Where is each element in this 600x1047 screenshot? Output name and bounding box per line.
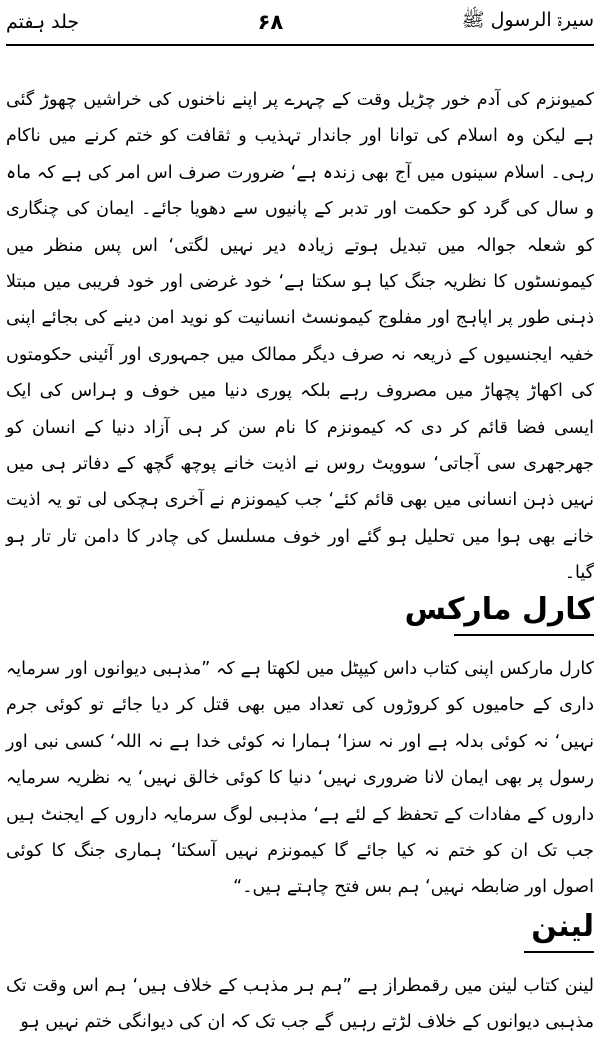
volume-label: جلد ہفتم	[6, 11, 80, 33]
paragraph-communism: کمیونزم کی آدم خور چڑیل وقت کے چہرے پر اپنے ناخنوں کی خراشیں چھوڑ گئی ہے لیکن وہ اسلام کی توانا اور جاندار تہذیب و ثقافت کو ختم کرنے میں ناکام رہی۔ اسلام سینوں میں آج بھی زندہ ہے‘ ضرورت صرف اس امر کی ہے کہ ماہ و سال کی گرد کو حکمت اور تدبر کے پانیوں سے دھویا جائے۔ ایمان کی چنگاری کو شعلہ جوالہ میں تبدیل ہوتے زیادہ دیر نہیں لگتی‘ اس پس منظر میں کیمونسٹوں کا نظریہ جنگ کیا ہو سکتا ہے‘ خود غرضی اور خود فریبی میں مبتلا ذہنی طور پر اپاہج اور مفلوج کیمونسٹ انسانیت کو نوید امن دینے کی بجائے اپنی خفیہ ایجنسیوں کے ذریعہ نہ صرف دیگر ممالک میں جمہوری اور آئینی حکومتوں کی اکھاڑ پچھاڑ میں مصروف رہے بلکہ پوری دنیا میں خوف و ہراس کی ایک ایسی فضا قائم کر دی کہ کیمونزم کا نام سن کر ہی آزاد دنیا کے انسان کو جھرجھری سی آجاتی‘ سوویٹ روس نے اذیت خانے پوچھ گچھ کے دفاتر ہی میں نہیں ذہن انسانی میں بھی قائم کئے‘ جب کیمونزم نے آخری ہچکی لی تو یہ اذیت خانے بھی ہوا میں تحلیل ہو گئے اور خوف مسلسل کی چادر کا دامن تار تار ہو گیا۔	[6, 90, 594, 584]
page-header	[6, 0, 594, 44]
paragraph-lenin: لینن کتاب لینن میں رقمطراز ہے ”ہم ہر مذہب کے خلاف ہیں‘ ہم اس وقت تک مذہبی دیوانوں کے خلاف لڑتے رہیں گے جب تک کہ ان کی دیوانگی ختم نہیں ہو	[6, 976, 594, 1033]
heading-karl-marx: کارل مارکس	[404, 592, 594, 627]
book-title: سیرۃ الرسول ﷺ	[461, 9, 594, 31]
heading-lenin: لینن	[531, 909, 594, 944]
paragraph-marx: کارل مارکس اپنی کتاب داس کیپٹل میں لکھتا ہے کہ ”مذہبی دیوانوں اور سرمایہ داری کے حامیوں کو کروڑوں کی تعداد میں بھی قتل کر دیا جائے تو کوئی جرم نہیں‘ نہ کوئی بدلہ ہے اور نہ سزا‘ ہمارا نہ کوئی خدا ہے نہ اللہ‘ کسی نبی اور رسول پر بھی ایمان لانا ضروری نہیں‘ دنیا کا کوئی خالق نہیں‘ یہ نظریہ سرمایہ داروں کے مفادات کے تحفظ کے لئے ہے‘ مذہبی لوگ سرمایہ داروں کے ایجنٹ ہیں جب تک ان کو ختم نہ کیا جائے گا کیمونزم نہیں آسکتا‘ ہماری جنگ کا کوئی اصول اور ضابطہ نہیں‘ ہم بس فتح چاہتے ہیں۔“	[6, 659, 594, 898]
heading-underline-marx	[454, 634, 594, 636]
page-number: ۶۸	[257, 10, 284, 34]
heading-underline-lenin	[524, 951, 594, 953]
header-rule	[6, 44, 594, 46]
